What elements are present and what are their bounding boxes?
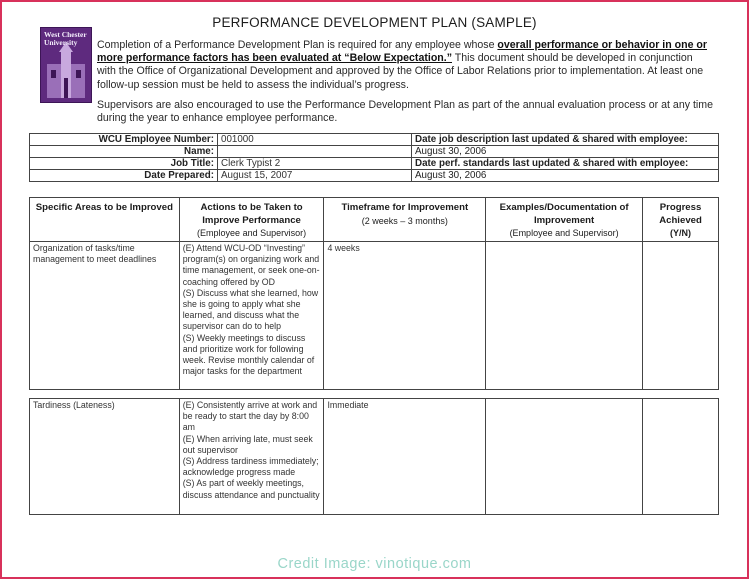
development-plan-table: [29, 197, 719, 515]
examples-cell[interactable]: [486, 242, 643, 390]
progress-cell[interactable]: [643, 399, 719, 515]
header-progress: [643, 198, 719, 242]
examples-cell[interactable]: [486, 399, 643, 515]
header-areas-title: Specific Areas to be Improved: [35, 202, 173, 213]
header-progress-sub: (Y/N): [670, 228, 692, 238]
date-prepared-label: Date Prepared:: [30, 170, 218, 182]
header-areas: [30, 198, 180, 242]
header-examples: [486, 198, 643, 242]
document-title: PERFORMANCE DEVELOPMENT PLAN (SAMPLE): [212, 15, 537, 30]
timeframe-cell[interactable]: 4 weeks: [324, 242, 486, 390]
row-spacer: [30, 390, 719, 399]
header-actions: [179, 198, 324, 242]
progress-cell[interactable]: [643, 242, 719, 390]
job-title-value[interactable]: Clerk Typist 2: [218, 158, 412, 170]
job-title-label: Job Title:: [30, 158, 218, 170]
header-examples-sub: (Employee and Supervisor): [509, 228, 619, 238]
perf-standards-date-value[interactable]: August 30, 2006: [412, 170, 719, 182]
table-row: [30, 399, 719, 515]
timeframe-cell[interactable]: Immediate: [324, 399, 486, 515]
actions-cell[interactable]: (E) Consistently arrive at work and be ready to start the day by 8:00 am (E) When arriving late, must seek out supervisor (S) Address tardiness immediately; acknowledge progress made (S) As part of weekly meetings, discuss attendance and punctuality: [179, 399, 324, 515]
header-timeframe-sub: (2 weeks – 3 months): [361, 215, 448, 226]
intro-paragraph: [97, 39, 712, 92]
date-prepared-value[interactable]: August 15, 2007: [218, 170, 412, 182]
name-value[interactable]: [218, 146, 412, 158]
header-progress-title: Progress Achieved: [659, 202, 702, 226]
area-cell[interactable]: Organization of tasks/time management to meet deadlines: [30, 242, 180, 390]
intro-text: Completion of a Performance Development Plan is required for any employee whose: [97, 39, 498, 51]
info-row: [30, 170, 719, 182]
supervisor-paragraph: Supervisors are also encouraged to use the Performance Development Plan as part of the annual evaluation process or at any time during the year to enhance employee performance.: [97, 99, 713, 125]
info-row: [30, 158, 719, 170]
area-cell[interactable]: Tardiness (Lateness): [30, 399, 180, 515]
intro-text-continued: This document should be developed in conjunction with the Office of Organizational Development and approved by the Office of Labor Relations prior to implementation. At least one follow-up session must be held to assess the individual’s progress.: [97, 52, 704, 91]
job-description-date-label: Date job description last updated & shared with employee:: [412, 134, 719, 146]
logo-text: West Chester University: [44, 30, 87, 47]
employee-number-label: WCU Employee Number:: [30, 134, 218, 146]
info-row: [30, 134, 719, 146]
employee-info-table: [29, 133, 719, 182]
intro-emphasis: overall performance or behavior in one or more performance factors has been evaluated at “Below Expectation.”: [97, 39, 708, 65]
info-row: [30, 146, 719, 158]
header-actions-title: Actions to be Taken to Improve Performance: [200, 202, 303, 226]
image-credit: Credit Image: vinotique.com: [277, 556, 472, 572]
university-logo: [40, 27, 92, 103]
name-label: Name:: [30, 146, 218, 158]
actions-cell[interactable]: (E) Attend WCU-OD “Investing” program(s) on organizing work and time management, or seek one-on-coaching offered by OD (S) Discuss what she learned, how she is going to apply what she learned, and discuss what the supervisor can do to help (S) Weekly meetings to discuss and prioritize work for following week. Revise monthly calendar of major tasks for the department: [179, 242, 324, 390]
perf-standards-date-label: Date perf. standards last updated & shared with employee:: [412, 158, 719, 170]
header-examples-title: Examples/Documentation of Improvement: [499, 202, 629, 226]
employee-number-value[interactable]: 001000: [218, 134, 412, 146]
job-description-date-value[interactable]: August 30, 2006: [412, 146, 719, 158]
header-timeframe: [324, 198, 486, 242]
header-actions-sub: (Employee and Supervisor): [197, 228, 307, 238]
header-timeframe-title: Timeframe for Improvement: [341, 202, 469, 213]
table-row: [30, 242, 719, 390]
plan-header-row: [30, 198, 719, 242]
